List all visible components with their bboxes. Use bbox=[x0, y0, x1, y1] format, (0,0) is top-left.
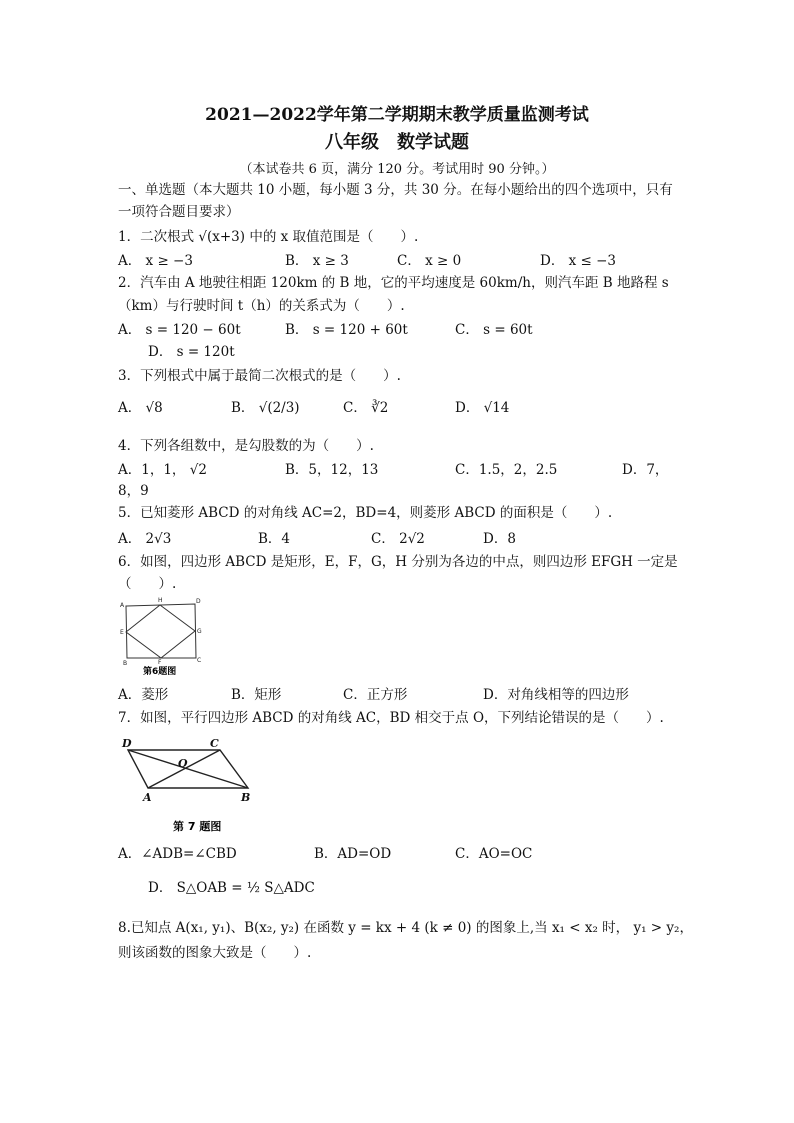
label-e: E bbox=[120, 629, 124, 636]
q7-stem: 7．如图，平行四边形 ABCD 的对角线 AC，BD 相交于点 O，下列结论错误的是（ ）. bbox=[118, 710, 664, 726]
label-d: D bbox=[196, 598, 201, 605]
q8-stem-line1: 8.已知点 A(x₁, y₁)、B(x₂, y₂) 在函数 y = kx + 4 (k ≠ 0) 的图象上,当 x₁ < x₂ 时， y₁ > y₂， bbox=[118, 920, 693, 936]
q4-stem: 4．下列各组数中，是勾股数的为（ ）. bbox=[118, 438, 374, 454]
label-g: G bbox=[197, 628, 202, 635]
q2-stem-line2: （km）与行驶时间 t（h）的关系式为（ ）. bbox=[118, 298, 405, 314]
q3-option-a: A． √8 bbox=[118, 400, 163, 416]
q4-option-d-part2: 8，9 bbox=[118, 483, 149, 499]
q3-option-d: D． √14 bbox=[455, 400, 510, 416]
q6-option-d: D．对角线相等的四边形 bbox=[483, 687, 629, 703]
q2-stem-line1: 2．汽车由 A 地驶往相距 120km 的 B 地，它的平均速度是 60km/h，则汽车距 B 地路程 s bbox=[118, 275, 669, 291]
quadrilateral-efgh bbox=[126, 605, 195, 658]
q5-option-d: D．8 bbox=[483, 531, 516, 547]
q4-option-c: C．1.5，2，2.5 bbox=[455, 462, 558, 478]
q7-option-c: C．AO=OC bbox=[455, 846, 533, 862]
q4-option-b: B．5，12，13 bbox=[285, 462, 379, 478]
q1-option-b: B． x ≥ 3 bbox=[285, 253, 349, 269]
q1-stem: 1．二次根式 √(x+3) 中的 x 取值范围是（ ）. bbox=[118, 229, 419, 245]
rectangle-abcd bbox=[126, 604, 196, 658]
q1-option-c: C． x ≥ 0 bbox=[397, 253, 462, 269]
diagonal-db bbox=[128, 750, 248, 788]
q4-option-a: A．1，1， √2 bbox=[118, 462, 207, 478]
exam-title: 2021—2022学年第二学期期末教学质量监测考试 bbox=[205, 105, 589, 125]
q6-option-a: A．菱形 bbox=[118, 687, 169, 703]
label-a: A bbox=[120, 602, 125, 609]
q7-option-b: B．AD=OD bbox=[314, 846, 392, 862]
label-b: B bbox=[241, 791, 251, 804]
q6-stem-line2: （ ）. bbox=[118, 576, 177, 592]
exam-subtitle: 八年级 数学试题 bbox=[325, 132, 469, 153]
figure-q6 bbox=[115, 596, 210, 678]
q2-option-a: A． s = 120 − 60t bbox=[118, 322, 241, 338]
label-f: F bbox=[158, 659, 162, 666]
label-c: C bbox=[197, 657, 202, 664]
label-a: A bbox=[143, 791, 152, 804]
section-heading-line2: 一项符合题目要求） bbox=[118, 204, 240, 220]
label-h: H bbox=[158, 597, 163, 604]
q6-option-b: B．矩形 bbox=[231, 687, 282, 703]
q6-stem-line1: 6．如图，四边形 ABCD 是矩形，E，F，G，H 分别为各边的中点，则四边形 EFGH 一定是 bbox=[118, 554, 678, 570]
q8-stem-line2: 则该函数的图象大致是（ ）. bbox=[118, 945, 312, 961]
figure-q7-caption: 第 7 题图 bbox=[173, 820, 222, 833]
q5-option-b: B．4 bbox=[258, 531, 291, 547]
q3-option-b: B． √(2/3) bbox=[231, 400, 300, 416]
q3-stem: 3．下列根式中属于最简二次根式的是（ ）. bbox=[118, 368, 401, 384]
exam-note: （本试卷共 6 页，满分 120 分。考试用时 90 分钟。） bbox=[239, 162, 555, 177]
q7-option-d: D． S△OAB = ½ S△ADC bbox=[148, 880, 315, 896]
q5-option-a: A． 2√3 bbox=[118, 531, 172, 547]
label-o: O bbox=[178, 757, 188, 770]
q6-option-c: C．正方形 bbox=[343, 687, 408, 703]
q2-option-c: C． s = 60t bbox=[455, 322, 533, 338]
label-c: C bbox=[210, 737, 219, 750]
section-heading-line1: 一、单选题（本大题共 10 小题，每小题 3 分，共 30 分。在每小题给出的四个选项中，只有 bbox=[118, 182, 673, 198]
figure-q6-caption: 第6题图 bbox=[143, 667, 177, 677]
q5-option-c: C． 2√2 bbox=[371, 531, 425, 547]
label-d: D bbox=[122, 737, 132, 750]
q3-option-c: C． ∛2 bbox=[343, 400, 389, 416]
q7-option-a: A．∠ADB=∠CBD bbox=[118, 846, 237, 862]
q1-option-d: D． x ≤ −3 bbox=[540, 253, 617, 269]
q2-option-b: B． s = 120 + 60t bbox=[285, 322, 408, 338]
q5-stem: 5．已知菱形 ABCD 的对角线 AC=2，BD=4，则菱形 ABCD 的面积是（ ）. bbox=[118, 505, 613, 521]
q4-option-d-part1: D．7， bbox=[622, 462, 669, 478]
label-b: B bbox=[123, 660, 128, 667]
figure-q7 bbox=[118, 735, 263, 837]
q2-option-d: D． s = 120t bbox=[148, 344, 235, 360]
q1-option-a: A． x ≥ −3 bbox=[118, 253, 193, 269]
